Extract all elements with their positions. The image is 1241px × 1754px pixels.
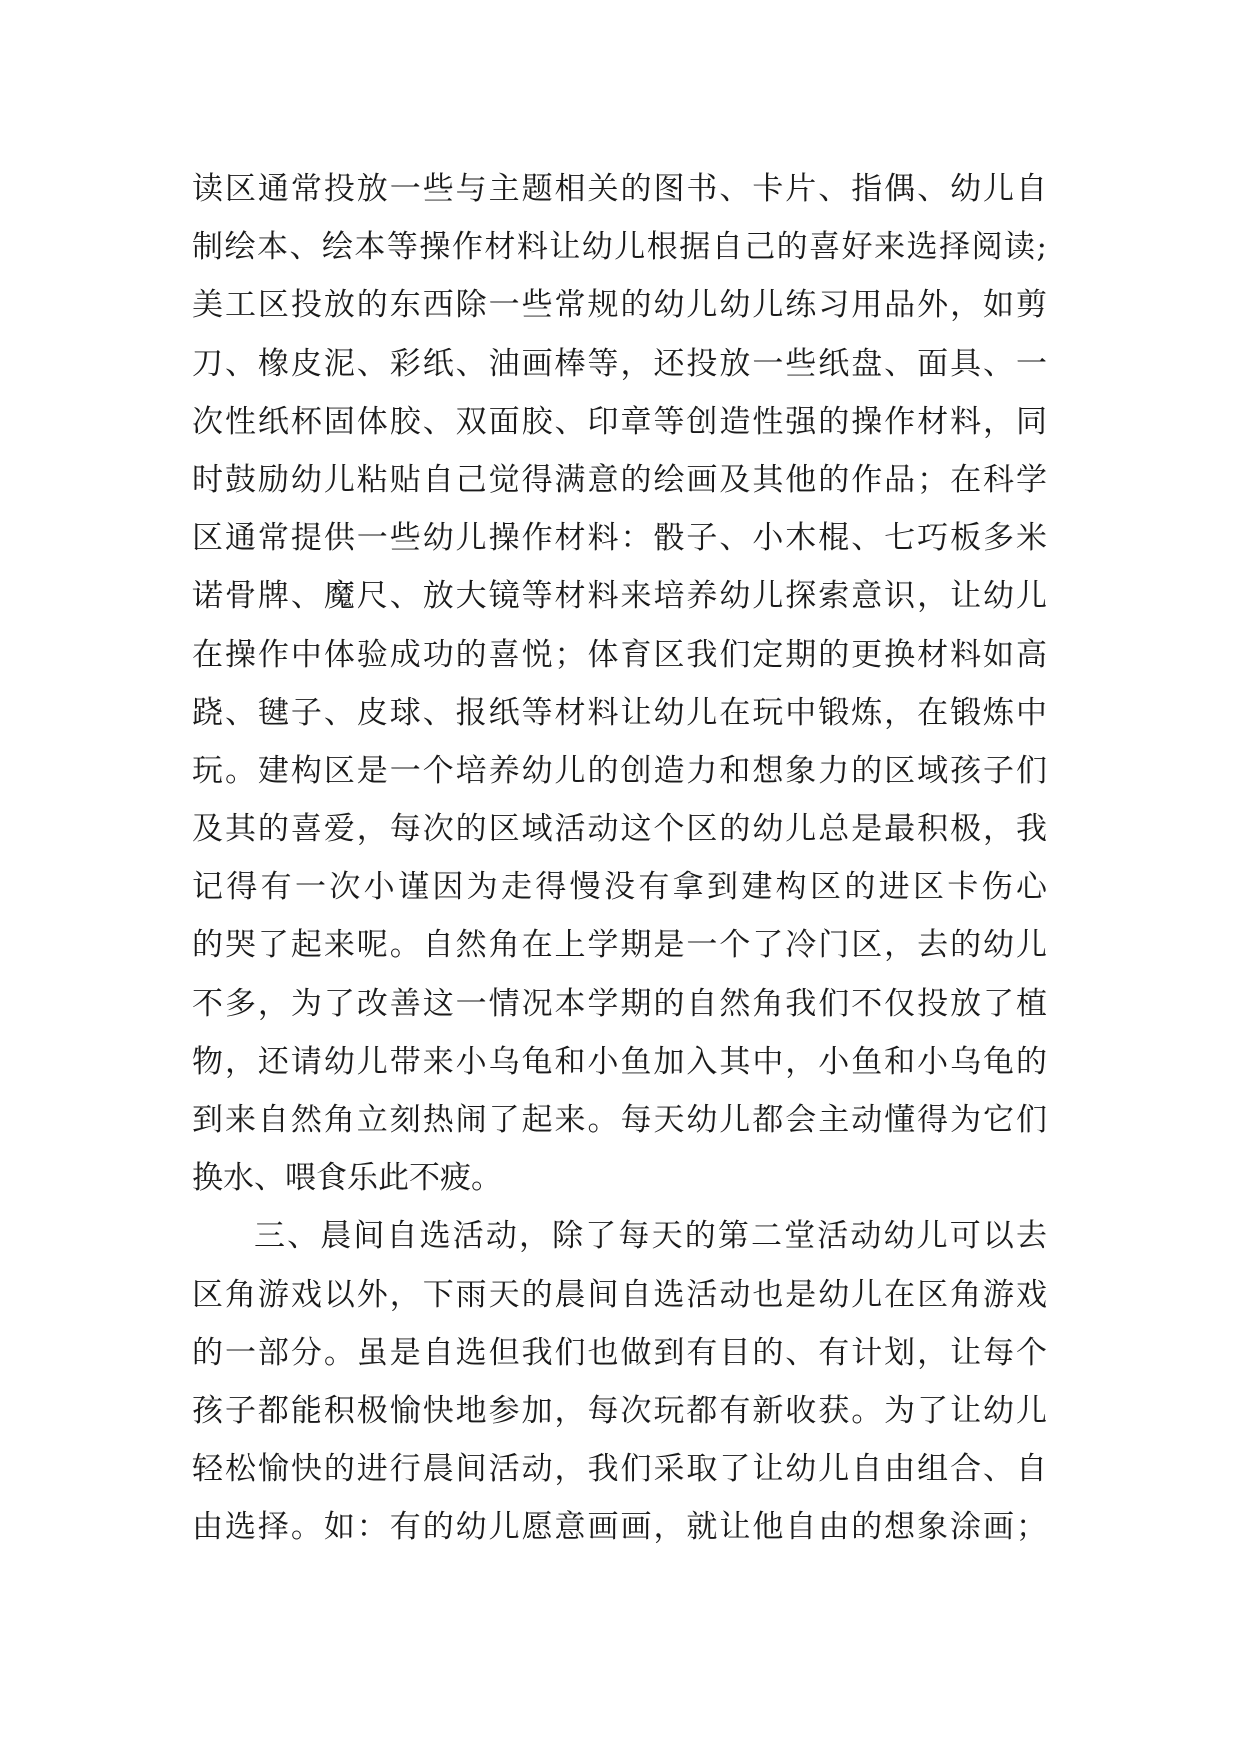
document-body	[192, 160, 1047, 1557]
text-line: 及其的喜爱，每次的区域活动这个区的幼儿总是最积极，我	[192, 811, 1047, 848]
text-line: 时鼓励幼儿粘贴自己觉得满意的绘画及其他的作品；在科学	[192, 461, 1047, 498]
text-line: 跷、毽子、皮球、报纸等材料让幼儿在玩中锻炼，在锻炼中	[192, 694, 1047, 731]
text-line: 美工区投放的东西除一些常规的幼儿幼儿练习用品外，如剪	[192, 287, 1047, 324]
text-line: 制绘本、绘本等操作材料让幼儿根据自己的喜好来选择阅读;	[192, 229, 1047, 266]
text-line: 次性纸杯固体胶、双面胶、印章等创造性强的操作材料，同	[192, 403, 1047, 440]
text-line: 区通常提供一些幼儿操作材料：骰子、小木棍、七巧板多米	[192, 520, 1047, 557]
text-line: 读区通常投放一些与主题相关的图书、卡片、指偶、幼儿自	[192, 171, 1047, 207]
text-line: 由选择。如：有的幼儿愿意画画，就让他自由的想象涂画；	[192, 1509, 1047, 1546]
text-line: 物，还请幼儿带来小乌龟和小鱼加入其中，小鱼和小乌龟的	[192, 1043, 1047, 1080]
text-line: 玩。建构区是一个培养幼儿的创造力和想象力的区域孩子们	[192, 752, 1047, 789]
text-line: 区角游戏以外，下雨天的晨间自选活动也是幼儿在区角游戏	[192, 1276, 1047, 1313]
text-line: 轻松愉快的进行晨间活动，我们采取了让幼儿自由组合、自	[192, 1451, 1047, 1488]
paragraph-end-line: 换水、喂食乐此不疲。	[192, 1160, 502, 1197]
text-line: 孩子都能积极愉快地参加，每次玩都有新收获。为了让幼儿	[192, 1392, 1047, 1429]
text-line: 的哭了起来呢。自然角在上学期是一个了冷门区，去的幼儿	[192, 927, 1047, 964]
text-line: 诺骨牌、魔尺、放大镜等材料来培养幼儿探索意识，让幼儿	[192, 578, 1047, 615]
section-heading-line: 三、晨间自选活动，除了每天的第二堂活动幼儿可以去	[254, 1218, 1047, 1255]
text-line: 在操作中体验成功的喜悦；体育区我们定期的更换材料如高	[192, 636, 1047, 673]
text-line: 记得有一次小谨因为走得慢没有拿到建构区的进区卡伤心	[192, 869, 1047, 906]
text-line: 的一部分。虽是自选但我们也做到有目的、有计划，让每个	[192, 1334, 1047, 1371]
text-line: 不多，为了改善这一情况本学期的自然角我们不仅投放了植	[192, 985, 1047, 1022]
text-line: 到来自然角立刻热闹了起来。每天幼儿都会主动懂得为它们	[192, 1102, 1047, 1138]
text-line: 刀、橡皮泥、彩纸、油画棒等，还投放一些纸盘、面具、一	[192, 345, 1047, 382]
